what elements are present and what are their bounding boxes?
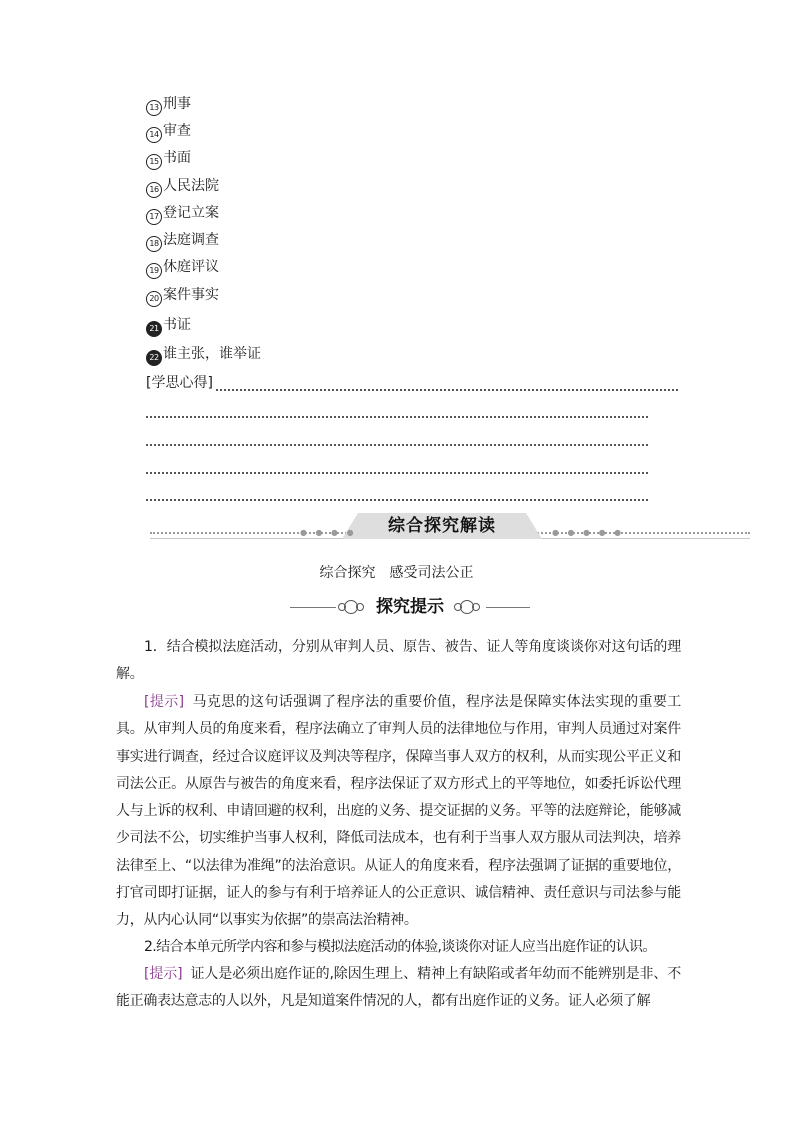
note-line	[146, 472, 648, 474]
banner-dots: ● ● ● ● ●	[552, 528, 625, 537]
answer-item	[146, 285, 219, 307]
answer-item	[146, 230, 219, 252]
answer-item	[146, 94, 191, 116]
answer-text: 书面	[163, 150, 191, 166]
answer-text: 登记立案	[163, 205, 219, 221]
section-subtitle: 综合探究 感受司法公正	[319, 565, 474, 581]
section-title: 综合探究解读	[388, 516, 496, 536]
banner-dots: ● ● ● ●	[300, 528, 357, 537]
notes-label: [学思心得]	[146, 375, 213, 391]
circled-number: 15	[146, 154, 162, 170]
answer-text: 刑事	[163, 96, 191, 112]
circled-number: 13	[146, 100, 162, 116]
hint-header	[290, 595, 530, 619]
note-line	[146, 444, 648, 446]
question-1: 1．结合模拟法庭活动，分别从审判人员、原告、被告、证人等角度谈谈你对这句话的理解。	[116, 639, 681, 683]
note-line	[146, 499, 648, 501]
header-rule	[290, 607, 336, 608]
answer-text: 人民法院	[163, 178, 219, 194]
answer-item	[146, 121, 191, 143]
answer-item	[146, 315, 191, 337]
circled-number: 18	[146, 236, 162, 252]
answer-text: 法庭调查	[163, 232, 219, 248]
answer-1	[116, 689, 681, 935]
circled-number: 22	[146, 350, 162, 366]
answer-item	[146, 344, 261, 366]
circled-number: 21	[146, 321, 162, 337]
note-line	[216, 389, 678, 391]
answer-2-text: 证人是必须出庭作证的,除因生理上、精神上有缺陷或者年幼而不能辨别是非、不能正确表达意志的人以外，凡是知道案件情况的人，都有出庭作证的义务。证人必须了解	[116, 966, 681, 1010]
circled-number: 19	[146, 263, 162, 279]
answer-1-text: 马克思的这句话强调了程序法的重要价值，程序法是保障实体法实现的重要工具。从审判人员的角度来看，程序法确立了审判人员的法律地位与作用，审判人员通过对案件事实进行调查，经过合议庭评议及判决等程序，保障当事人双方的权利，从而实现公平正义和司法公正。从原告与被告的角度来看，程序法保证了双方形式上的平等地位，如委托诉讼代理人与上诉的权利、申请回避的权利，出庭的义务、提交证据的义务。平等的法庭辩论，能够减少司法不公，切实维护当事人权利，降低司法成本，也有利于当事人双方服从司法判决，培养法律至上、“以法律为准绳”的法治意识。从证人的角度来看，程序法强调了证据的重要地位，打官司即打证据，证人的参与有利于培养证人的公正意识、诚信精神、责任意识与司法参与能力，从内心认同“以事实为依据”的崇高法治精神。	[116, 694, 681, 929]
circled-number: 16	[146, 182, 162, 198]
circled-number: 20	[146, 291, 162, 307]
answer-item	[146, 176, 219, 198]
answer-text: 审查	[163, 123, 191, 139]
circled-number: 14	[146, 127, 162, 143]
answer-text: 谁主张，谁举证	[163, 346, 261, 362]
ring-ornament-icon	[454, 600, 484, 614]
answer-text: 休庭评议	[163, 259, 219, 275]
hint-title: 探究提示	[376, 597, 444, 617]
answer-2	[116, 961, 681, 1016]
circled-number: 17	[146, 209, 162, 225]
hint-tag: [提示]	[144, 694, 184, 710]
hint-tag: [提示]	[144, 966, 183, 982]
answer-item	[146, 148, 191, 170]
answer-text: 案件事实	[163, 287, 219, 303]
header-rule	[486, 607, 530, 608]
note-line	[146, 416, 648, 418]
ring-ornament-icon	[338, 600, 368, 614]
question-2: 2.结合本单元所学内容和参与模拟法庭活动的体验,谈谈你对证人应当出庭作证的认识。	[144, 939, 656, 955]
answer-text: 书证	[163, 317, 191, 333]
answer-item	[146, 257, 219, 279]
answer-item	[146, 203, 219, 225]
